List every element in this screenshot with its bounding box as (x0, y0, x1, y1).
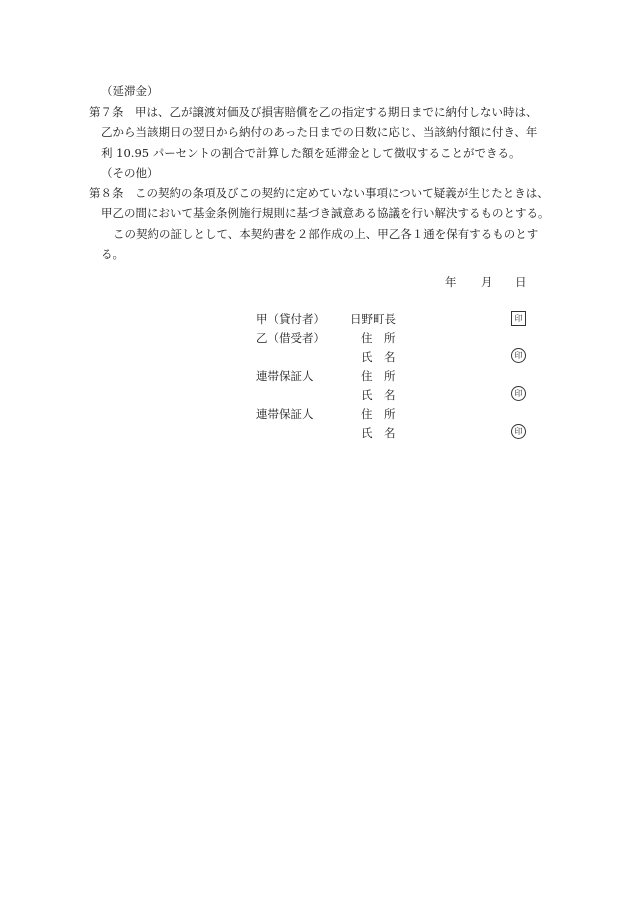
article7-line3: 利 10.95 パーセントの割合で計算した額を延滞金として徴収することができる。 (101, 146, 521, 160)
lender-name: 日野町長 (350, 312, 396, 326)
guarantor1-seal-icon: 印 (511, 386, 526, 401)
lender-label: 甲（貸付者） (256, 312, 325, 326)
lender-seal-icon: 印 (511, 311, 526, 326)
borrower-label: 乙（借受者） (256, 331, 325, 345)
article7-heading: （延滞金） (101, 84, 159, 98)
article7-line1: 第７条 甲は、乙が譲渡対価及び損害賠償を乙の指定する期日までに納付しない時は、 (89, 105, 538, 119)
borrower-seal-icon: 印 (511, 348, 526, 363)
date-year: 年 (445, 275, 457, 289)
closing-line1: この契約の証しとして、本契約書を２部作成の上、甲乙各１通を保有するものとす (113, 227, 539, 241)
closing-line2: る。 (101, 247, 124, 261)
date-day: 日 (515, 275, 527, 289)
article8-line1: 第８条 この契約の条項及びこの契約に定めていない事項について疑義が生じたときは、 (89, 186, 549, 200)
article7-line2: 乙から当該期日の翌日から納付のあった日までの日数に応じ、当該納付額に付き、年 (101, 125, 538, 139)
borrower-name-label: 氏 名 (361, 350, 396, 364)
borrower-address-label: 住 所 (361, 331, 396, 345)
guarantor1-address-label: 住 所 (361, 369, 396, 383)
guarantor2-name-label: 氏 名 (361, 426, 396, 440)
article8-heading: （その他） (101, 166, 159, 180)
guarantor2-label: 連帯保証人 (256, 407, 314, 421)
date-month: 月 (481, 275, 493, 289)
guarantor2-address-label: 住 所 (361, 407, 396, 421)
guarantor1-label: 連帯保証人 (256, 369, 314, 383)
guarantor2-seal-icon: 印 (511, 424, 526, 439)
guarantor1-name-label: 氏 名 (361, 388, 396, 402)
article8-line2: 甲乙の間において基金条例施行規則に基づき誠意ある協議を行い解決するものとする。 (101, 206, 550, 220)
